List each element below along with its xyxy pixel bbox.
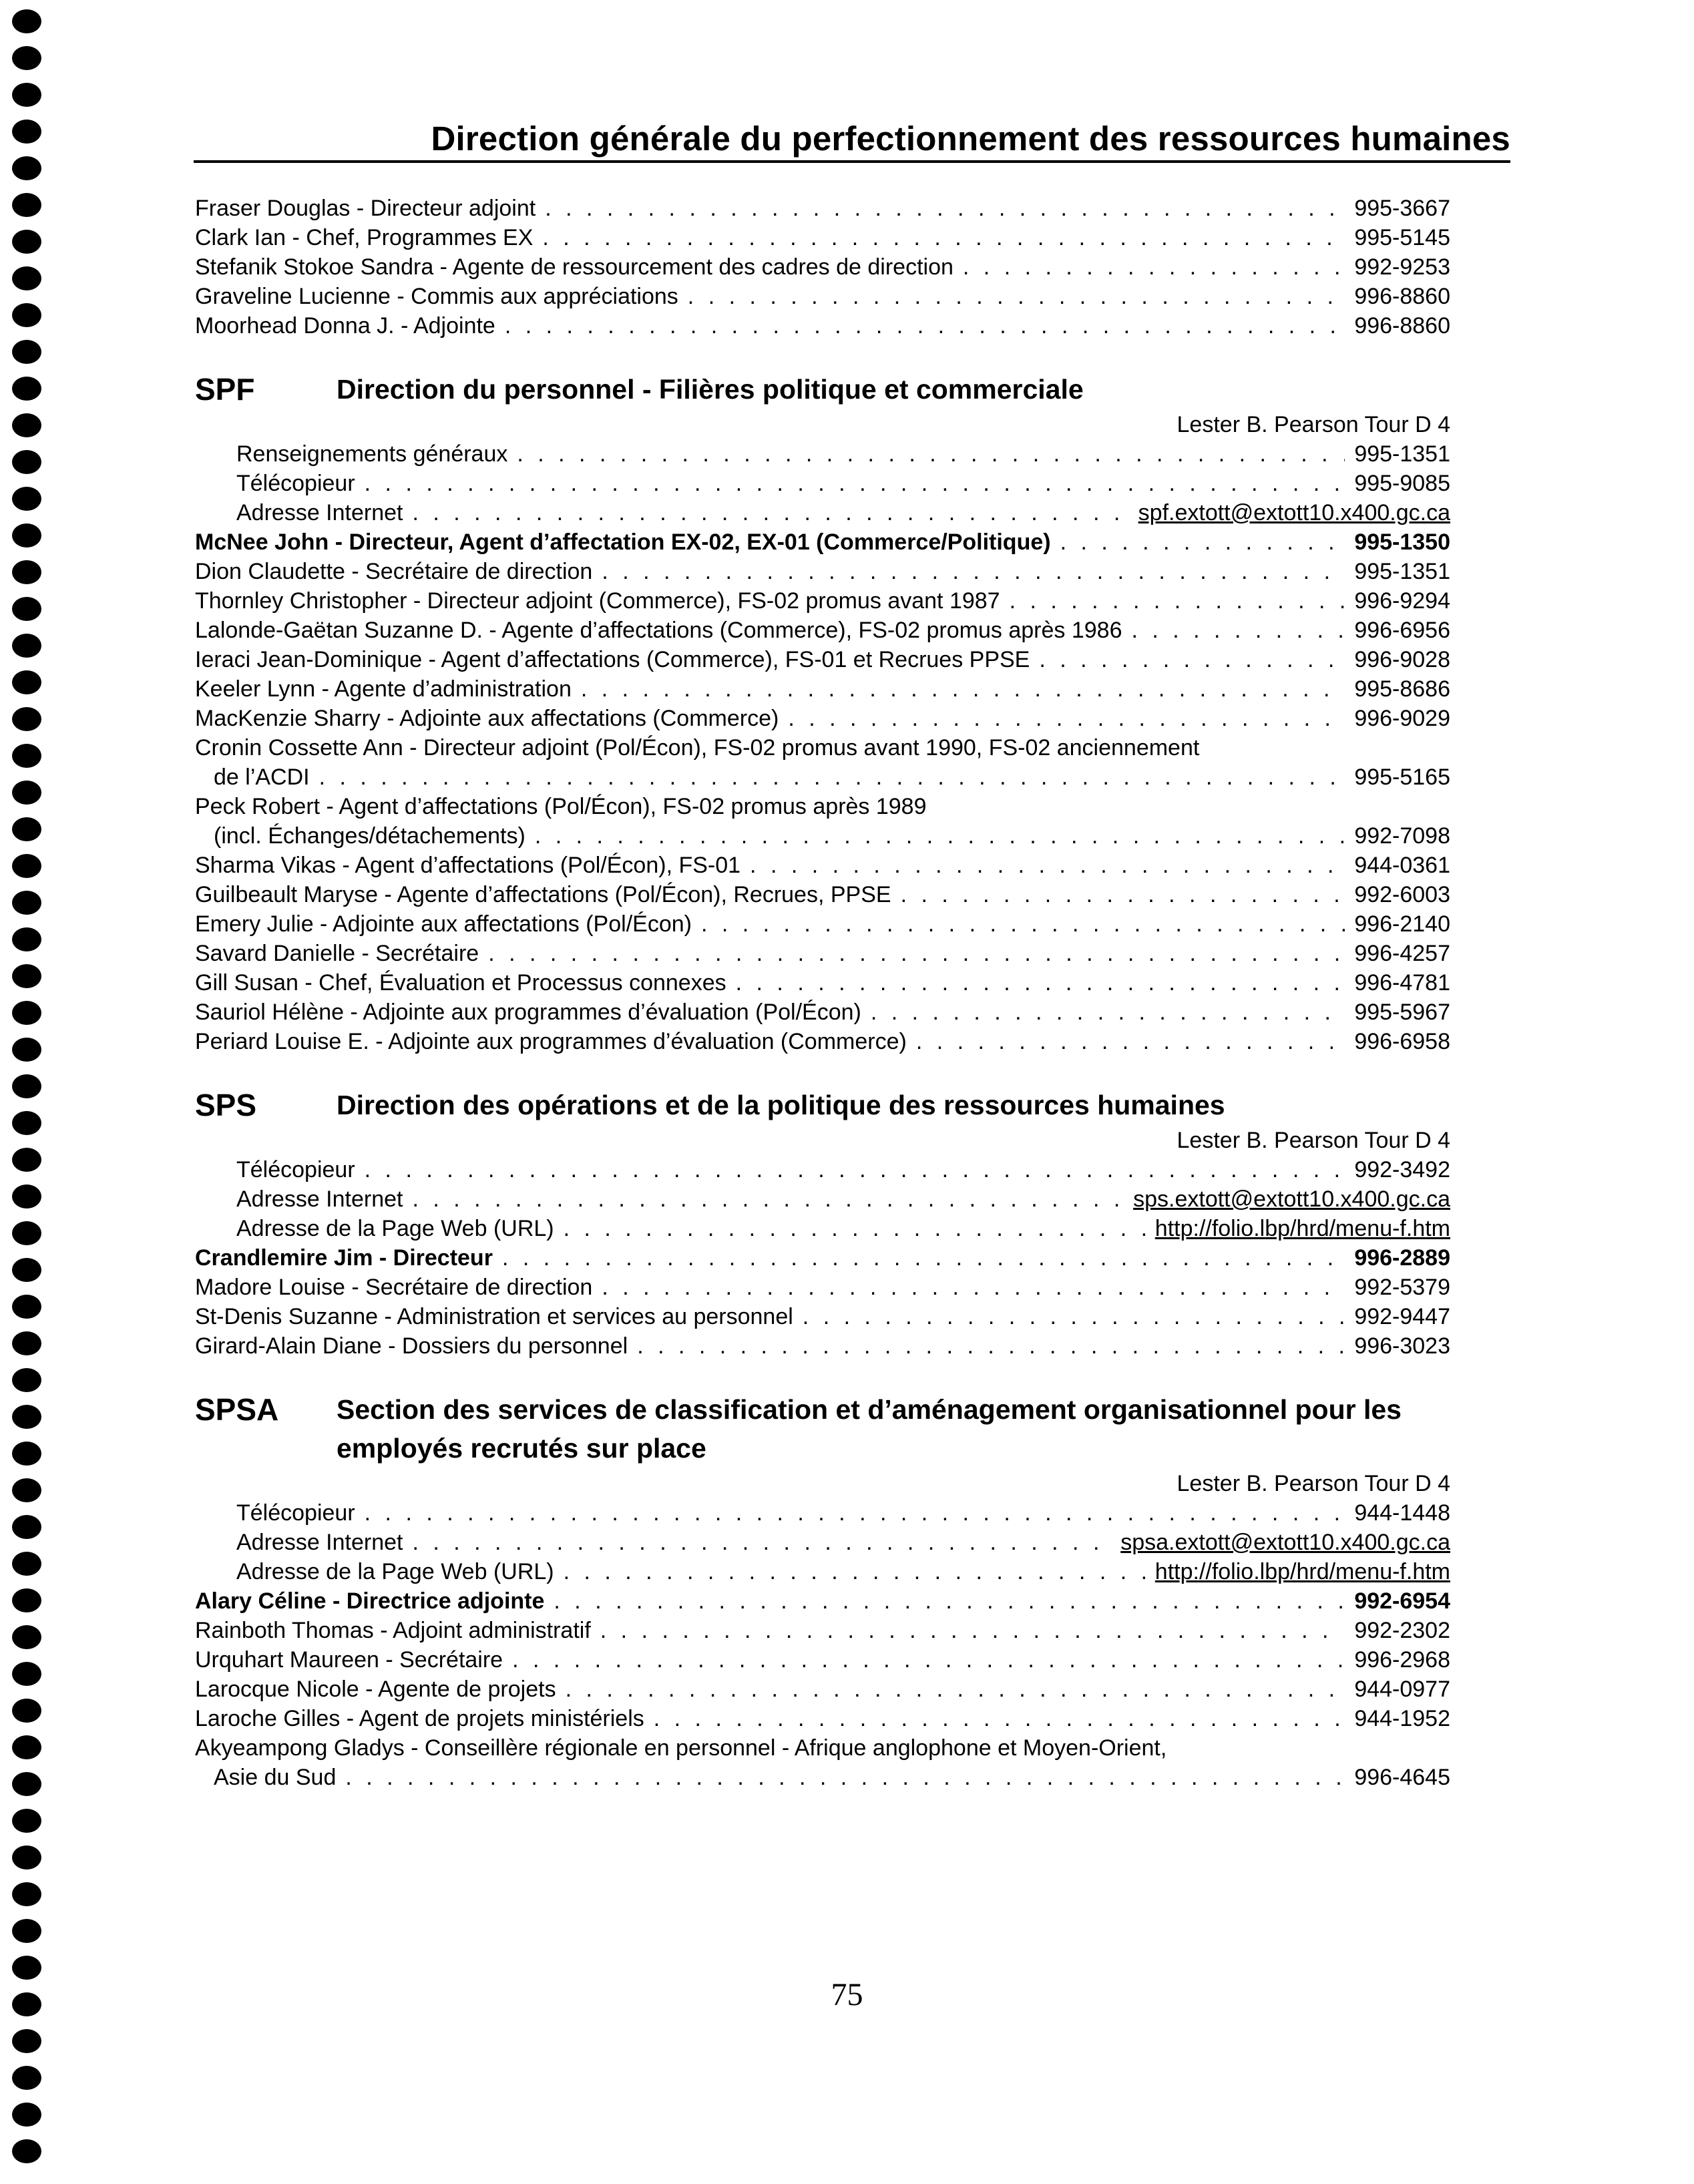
directory-entry xyxy=(195,1675,1450,1704)
section-code: SPSA xyxy=(195,1392,279,1427)
punch-hole xyxy=(12,487,41,511)
entry-text: MacKenzie Sharry - Adjointe aux affectations (Commerce) xyxy=(195,706,779,731)
dot-leader xyxy=(512,1645,1345,1675)
entry-text: Lalonde-Gaëtan Suzanne D. - Agente d’affectations (Commerce), FS-02 promus après 1986 xyxy=(195,618,1122,643)
section-sps xyxy=(195,1086,1450,1361)
directory-entry xyxy=(195,909,1450,939)
dot-leader xyxy=(602,557,1345,586)
info-row xyxy=(195,1184,1450,1214)
directory-entry xyxy=(195,557,1450,586)
entry-phone: 995-8686 xyxy=(1354,676,1450,702)
entry-phone: 944-1952 xyxy=(1354,1706,1450,1731)
punch-hole xyxy=(12,1809,41,1833)
section-heading xyxy=(195,370,1450,409)
entry-phone: 995-5145 xyxy=(1354,225,1450,250)
directory-entry xyxy=(195,282,1450,311)
punch-hole xyxy=(12,1405,41,1429)
punch-hole xyxy=(12,120,41,144)
dot-leader xyxy=(564,1557,1146,1586)
dot-leader xyxy=(319,762,1345,792)
punch-hole xyxy=(12,193,41,217)
dot-leader xyxy=(600,1616,1345,1645)
info-value: 992-3492 xyxy=(1354,1157,1450,1182)
top-entries xyxy=(195,194,1450,341)
entry-phone: 995-5967 xyxy=(1354,1000,1450,1025)
directory-entry xyxy=(195,311,1450,341)
entry-first-line: Peck Robert - Agent d’affectations (Pol/Écon), FS-02 promus après 1989 xyxy=(195,794,927,819)
dot-leader xyxy=(488,939,1345,968)
punch-hole xyxy=(12,1184,41,1209)
dot-leader xyxy=(345,1763,1345,1792)
punch-hole xyxy=(12,2139,41,2163)
punch-hole xyxy=(12,817,41,841)
section-title: Section des services de classification et d’aménagement organisationnel pour les employés recrutés sur place xyxy=(337,1394,1402,1464)
directory-entry xyxy=(195,880,1450,909)
punch-hole xyxy=(12,854,41,878)
info-row xyxy=(195,439,1450,469)
section-location: Lester B. Pearson Tour D 4 xyxy=(1177,412,1450,437)
punch-hole xyxy=(12,377,41,401)
section-spsa xyxy=(195,1390,1450,1792)
entry-text: Ieraci Jean-Dominique - Agent d’affectations (Commerce), FS-01 et Recrues PPSE xyxy=(195,647,1030,672)
dot-leader xyxy=(1060,527,1345,557)
punch-hole xyxy=(12,303,41,327)
directory-entry xyxy=(195,1704,1450,1733)
entry-phone: 996-3023 xyxy=(1354,1333,1450,1359)
page-title: Direction générale du perfectionnement des ressources humaines xyxy=(431,120,1510,158)
directory-entry xyxy=(195,968,1450,998)
section-heading xyxy=(195,1390,1450,1468)
dot-leader xyxy=(581,674,1345,704)
directory-content xyxy=(195,194,1450,1792)
dot-leader xyxy=(1039,645,1345,674)
dot-leader xyxy=(412,1528,1111,1557)
entry-phone: 996-2140 xyxy=(1354,911,1450,937)
punch-hole xyxy=(12,2103,41,2127)
directory-entry xyxy=(195,939,1450,968)
info-value: 995-9085 xyxy=(1354,471,1450,496)
punch-hole xyxy=(12,1258,41,1282)
directory-entry xyxy=(195,645,1450,674)
punch-hole xyxy=(12,1221,41,1245)
entry-text: Crandlemire Jim - Directeur xyxy=(195,1245,493,1271)
punch-hole xyxy=(12,1074,41,1098)
directory-entry xyxy=(195,762,1450,792)
directory-entry xyxy=(195,223,1450,252)
punch-hole xyxy=(12,1552,41,1576)
punch-hole xyxy=(12,1588,41,1612)
dot-leader xyxy=(901,880,1345,909)
dot-leader xyxy=(1131,616,1345,645)
directory-entry xyxy=(195,1243,1450,1273)
entry-phone: 995-1350 xyxy=(1354,529,1450,555)
section-title: Direction du personnel - Filières politique et commerciale xyxy=(337,374,1084,405)
entry-text: Asie du Sud xyxy=(214,1765,337,1790)
page-header xyxy=(194,119,1510,163)
punch-hole xyxy=(12,1845,41,1870)
entry-text: Gill Susan - Chef, Évaluation et Processus connexes xyxy=(195,970,726,996)
dot-leader xyxy=(963,252,1345,282)
dot-leader xyxy=(365,1498,1345,1528)
entry-text: Graveline Lucienne - Commis aux appréciations xyxy=(195,284,678,309)
info-label: Adresse Internet xyxy=(236,1186,403,1212)
punch-hole xyxy=(12,156,41,180)
directory-entry xyxy=(195,1586,1450,1616)
dot-leader xyxy=(365,1155,1345,1184)
dot-leader xyxy=(736,968,1345,998)
entry-phone: 996-2968 xyxy=(1354,1647,1450,1673)
email-link[interactable]: spf.extott@extott10.x400.gc.ca xyxy=(1138,500,1450,525)
punch-hole xyxy=(12,1442,41,1466)
info-label: Télécopieur xyxy=(236,1500,355,1526)
entry-phone: 992-9253 xyxy=(1354,254,1450,280)
dot-leader xyxy=(564,1214,1146,1243)
dot-leader xyxy=(871,998,1345,1027)
info-label: Renseignements généraux xyxy=(236,441,508,467)
entry-phone: 944-0361 xyxy=(1354,853,1450,878)
entry-text: Stefanik Stokoe Sandra - Agente de ressourcement des cadres de direction xyxy=(195,254,954,280)
entry-text: Sauriol Hélène - Adjointe aux programmes d’évaluation (Pol/Écon) xyxy=(195,1000,861,1025)
entry-text: Girard-Alain Diane - Dossiers du personnel xyxy=(195,1333,628,1359)
directory-entry xyxy=(195,998,1450,1027)
punch-hole xyxy=(12,1111,41,1135)
entry-text: Alary Céline - Directrice adjointe xyxy=(195,1588,545,1614)
punch-hole xyxy=(12,1515,41,1539)
entry-text: Madore Louise - Secrétaire de direction xyxy=(195,1275,593,1300)
directory-entry xyxy=(195,821,1450,851)
punch-hole xyxy=(12,1001,41,1025)
info-row xyxy=(195,498,1450,527)
info-label: Adresse de la Page Web (URL) xyxy=(236,1216,554,1241)
punch-hole xyxy=(12,230,41,254)
punch-hole xyxy=(12,891,41,915)
dot-leader xyxy=(554,1586,1345,1616)
punch-hole xyxy=(12,1662,41,1686)
section-heading xyxy=(195,1086,1450,1124)
section-code: SPS xyxy=(195,1088,257,1122)
entry-phone: 995-5165 xyxy=(1354,765,1450,790)
directory-entry xyxy=(195,1027,1450,1056)
entry-text: St-Denis Suzanne - Administration et services au personnel xyxy=(195,1304,793,1329)
entry-text: de l’ACDI xyxy=(214,765,310,790)
punch-hole xyxy=(12,2029,41,2053)
directory-entry xyxy=(195,1331,1450,1361)
entry-text: Larocque Nicole - Agente de projets xyxy=(195,1677,556,1702)
punch-hole xyxy=(12,1331,41,1355)
punch-hole xyxy=(12,46,41,70)
entry-phone: 992-6954 xyxy=(1354,1588,1450,1614)
punch-hole xyxy=(12,413,41,437)
entry-phone: 995-1351 xyxy=(1354,559,1450,584)
dot-leader xyxy=(688,282,1345,311)
info-row xyxy=(195,1155,1450,1184)
info-label: Télécopieur xyxy=(236,1157,355,1182)
entry-phone: 996-4645 xyxy=(1354,1765,1450,1790)
entry-phone: 996-4257 xyxy=(1354,941,1450,966)
dot-leader xyxy=(803,1302,1345,1331)
entry-text: Guilbeault Maryse - Agente d’affectations (Pol/Écon), Recrues, PPSE xyxy=(195,882,891,907)
dot-leader xyxy=(566,1675,1345,1704)
dot-leader xyxy=(542,223,1345,252)
dot-leader xyxy=(750,851,1345,880)
directory-entry xyxy=(195,252,1450,282)
directory-entry xyxy=(195,194,1450,223)
page-number: 75 xyxy=(831,1977,863,2012)
directory-entry xyxy=(195,674,1450,704)
info-value: 995-1351 xyxy=(1354,441,1450,467)
punch-hole xyxy=(12,560,41,584)
web-link[interactable]: http://folio.lbp/hrd/menu-f.htm xyxy=(1154,1216,1450,1241)
punch-hole xyxy=(12,266,41,290)
punch-hole xyxy=(12,9,41,33)
entry-text: Fraser Douglas - Directeur adjoint xyxy=(195,196,536,221)
entry-text: Thornley Christopher - Directeur adjoint (Commerce), FS-02 promus avant 1987 xyxy=(195,588,1000,614)
info-row xyxy=(195,1214,1450,1243)
entry-text: Keeler Lynn - Agente d’administration xyxy=(195,676,572,702)
entry-phone: 996-8860 xyxy=(1354,284,1450,309)
section-code: SPF xyxy=(195,372,255,407)
entry-phone: 996-4781 xyxy=(1354,970,1450,996)
entry-text: Urquhart Maureen - Secrétaire xyxy=(195,1647,503,1673)
entry-phone: 996-2889 xyxy=(1354,1245,1450,1271)
section-location: Lester B. Pearson Tour D 4 xyxy=(1177,1471,1450,1496)
info-row xyxy=(195,469,1450,498)
punch-hole xyxy=(12,927,41,951)
section-title: Direction des opérations et de la politique des ressources humaines xyxy=(337,1090,1225,1120)
entry-first-line: Akyeampong Gladys - Conseillère régionale en personnel - Afrique anglophone et Moyen-Orient, xyxy=(195,1735,1167,1761)
entry-text: Laroche Gilles - Agent de projets ministériels xyxy=(195,1706,644,1731)
entry-phone: 992-2302 xyxy=(1354,1618,1450,1643)
punch-hole xyxy=(12,2066,41,2090)
entry-text: (incl. Échanges/détachements) xyxy=(214,823,525,849)
punch-hole xyxy=(12,1368,41,1392)
punch-hole xyxy=(12,1148,41,1172)
entry-phone: 996-9294 xyxy=(1354,588,1450,614)
info-row xyxy=(195,1557,1450,1586)
info-row xyxy=(195,1528,1450,1557)
dot-leader xyxy=(535,821,1345,851)
dot-leader xyxy=(602,1273,1345,1302)
email-link[interactable]: spsa.extott@extott10.x400.gc.ca xyxy=(1120,1530,1450,1555)
entry-text: Periard Louise E. - Adjointe aux programmes d’évaluation (Commerce) xyxy=(195,1029,907,1054)
dot-leader xyxy=(412,498,1128,527)
directory-entry xyxy=(195,1645,1450,1675)
entry-text: McNee John - Directeur, Agent d’affectation EX-02, EX-01 (Commerce/Politique) xyxy=(195,529,1051,555)
info-row xyxy=(195,1498,1450,1528)
entry-text: Savard Danielle - Secrétaire xyxy=(195,941,479,966)
dot-leader xyxy=(637,1331,1345,1361)
directory-entry xyxy=(195,1763,1450,1792)
punch-hole xyxy=(12,450,41,474)
entry-phone: 992-6003 xyxy=(1354,882,1450,907)
dot-leader xyxy=(916,1027,1345,1056)
dot-leader xyxy=(1010,586,1345,616)
dot-leader xyxy=(654,1704,1345,1733)
dot-leader xyxy=(701,909,1345,939)
dot-leader xyxy=(517,439,1345,469)
entry-first-line: Cronin Cossette Ann - Directeur adjoint (Pol/Écon), FS-02 promus avant 1990, FS-02 anciennement xyxy=(195,735,1200,760)
web-link[interactable]: http://folio.lbp/hrd/menu-f.htm xyxy=(1154,1559,1450,1584)
info-label: Télécopieur xyxy=(236,471,355,496)
section-location: Lester B. Pearson Tour D 4 xyxy=(1177,1128,1450,1153)
directory-entry xyxy=(195,1616,1450,1645)
entry-phone: 992-7098 xyxy=(1354,823,1450,849)
entry-phone: 992-5379 xyxy=(1354,1275,1450,1300)
punch-hole xyxy=(12,634,41,658)
directory-entry xyxy=(195,586,1450,616)
punch-hole xyxy=(12,964,41,988)
info-value: 944-1448 xyxy=(1354,1500,1450,1526)
dot-leader xyxy=(365,469,1345,498)
directory-entry xyxy=(195,1273,1450,1302)
dot-leader xyxy=(502,1243,1345,1273)
punch-hole xyxy=(12,597,41,621)
entry-text: Rainboth Thomas - Adjoint administratif xyxy=(195,1618,591,1643)
punch-hole xyxy=(12,1882,41,1906)
punch-hole xyxy=(12,707,41,731)
directory-entry xyxy=(195,1302,1450,1331)
directory-entry xyxy=(195,704,1450,733)
punch-hole xyxy=(12,744,41,768)
directory-entry xyxy=(195,851,1450,880)
punch-hole xyxy=(12,1919,41,1943)
entry-phone: 996-8860 xyxy=(1354,313,1450,339)
entry-phone: 996-9029 xyxy=(1354,706,1450,731)
entry-text: Sharma Vikas - Agent d’affectations (Pol/Écon), FS-01 xyxy=(195,853,741,878)
punch-hole xyxy=(12,1478,41,1502)
section-spf xyxy=(195,370,1450,1056)
dot-leader xyxy=(412,1184,1124,1214)
entry-phone: 992-9447 xyxy=(1354,1304,1450,1329)
punch-hole xyxy=(12,83,41,107)
entry-phone: 995-3667 xyxy=(1354,196,1450,221)
directory-entry xyxy=(195,527,1450,557)
binder-holes xyxy=(12,9,44,2176)
email-link[interactable]: sps.extott@extott10.x400.gc.ca xyxy=(1133,1186,1450,1212)
info-label: Adresse Internet xyxy=(236,1530,403,1555)
punch-hole xyxy=(12,1735,41,1759)
dot-leader xyxy=(788,704,1345,733)
punch-hole xyxy=(12,523,41,548)
entry-phone: 996-6958 xyxy=(1354,1029,1450,1054)
entry-phone: 996-6956 xyxy=(1354,618,1450,643)
punch-hole xyxy=(12,340,41,364)
entry-text: Moorhead Donna J. - Adjointe xyxy=(195,313,495,339)
dot-leader xyxy=(545,194,1345,223)
entry-text: Clark Ian - Chef, Programmes EX xyxy=(195,225,534,250)
entry-phone: 944-0977 xyxy=(1354,1677,1450,1702)
punch-hole xyxy=(12,670,41,694)
info-label: Adresse Internet xyxy=(236,500,403,525)
directory-entry xyxy=(195,616,1450,645)
punch-hole xyxy=(12,1038,41,1062)
entry-phone: 996-9028 xyxy=(1354,647,1450,672)
dot-leader xyxy=(505,311,1345,341)
punch-hole xyxy=(12,1625,41,1649)
entry-text: Dion Claudette - Secrétaire de direction xyxy=(195,559,593,584)
entry-text: Emery Julie - Adjointe aux affectations (Pol/Écon) xyxy=(195,911,692,937)
punch-hole xyxy=(12,1699,41,1723)
info-label: Adresse de la Page Web (URL) xyxy=(236,1559,554,1584)
punch-hole xyxy=(12,781,41,805)
punch-hole xyxy=(12,1295,41,1319)
punch-hole xyxy=(12,1772,41,1796)
